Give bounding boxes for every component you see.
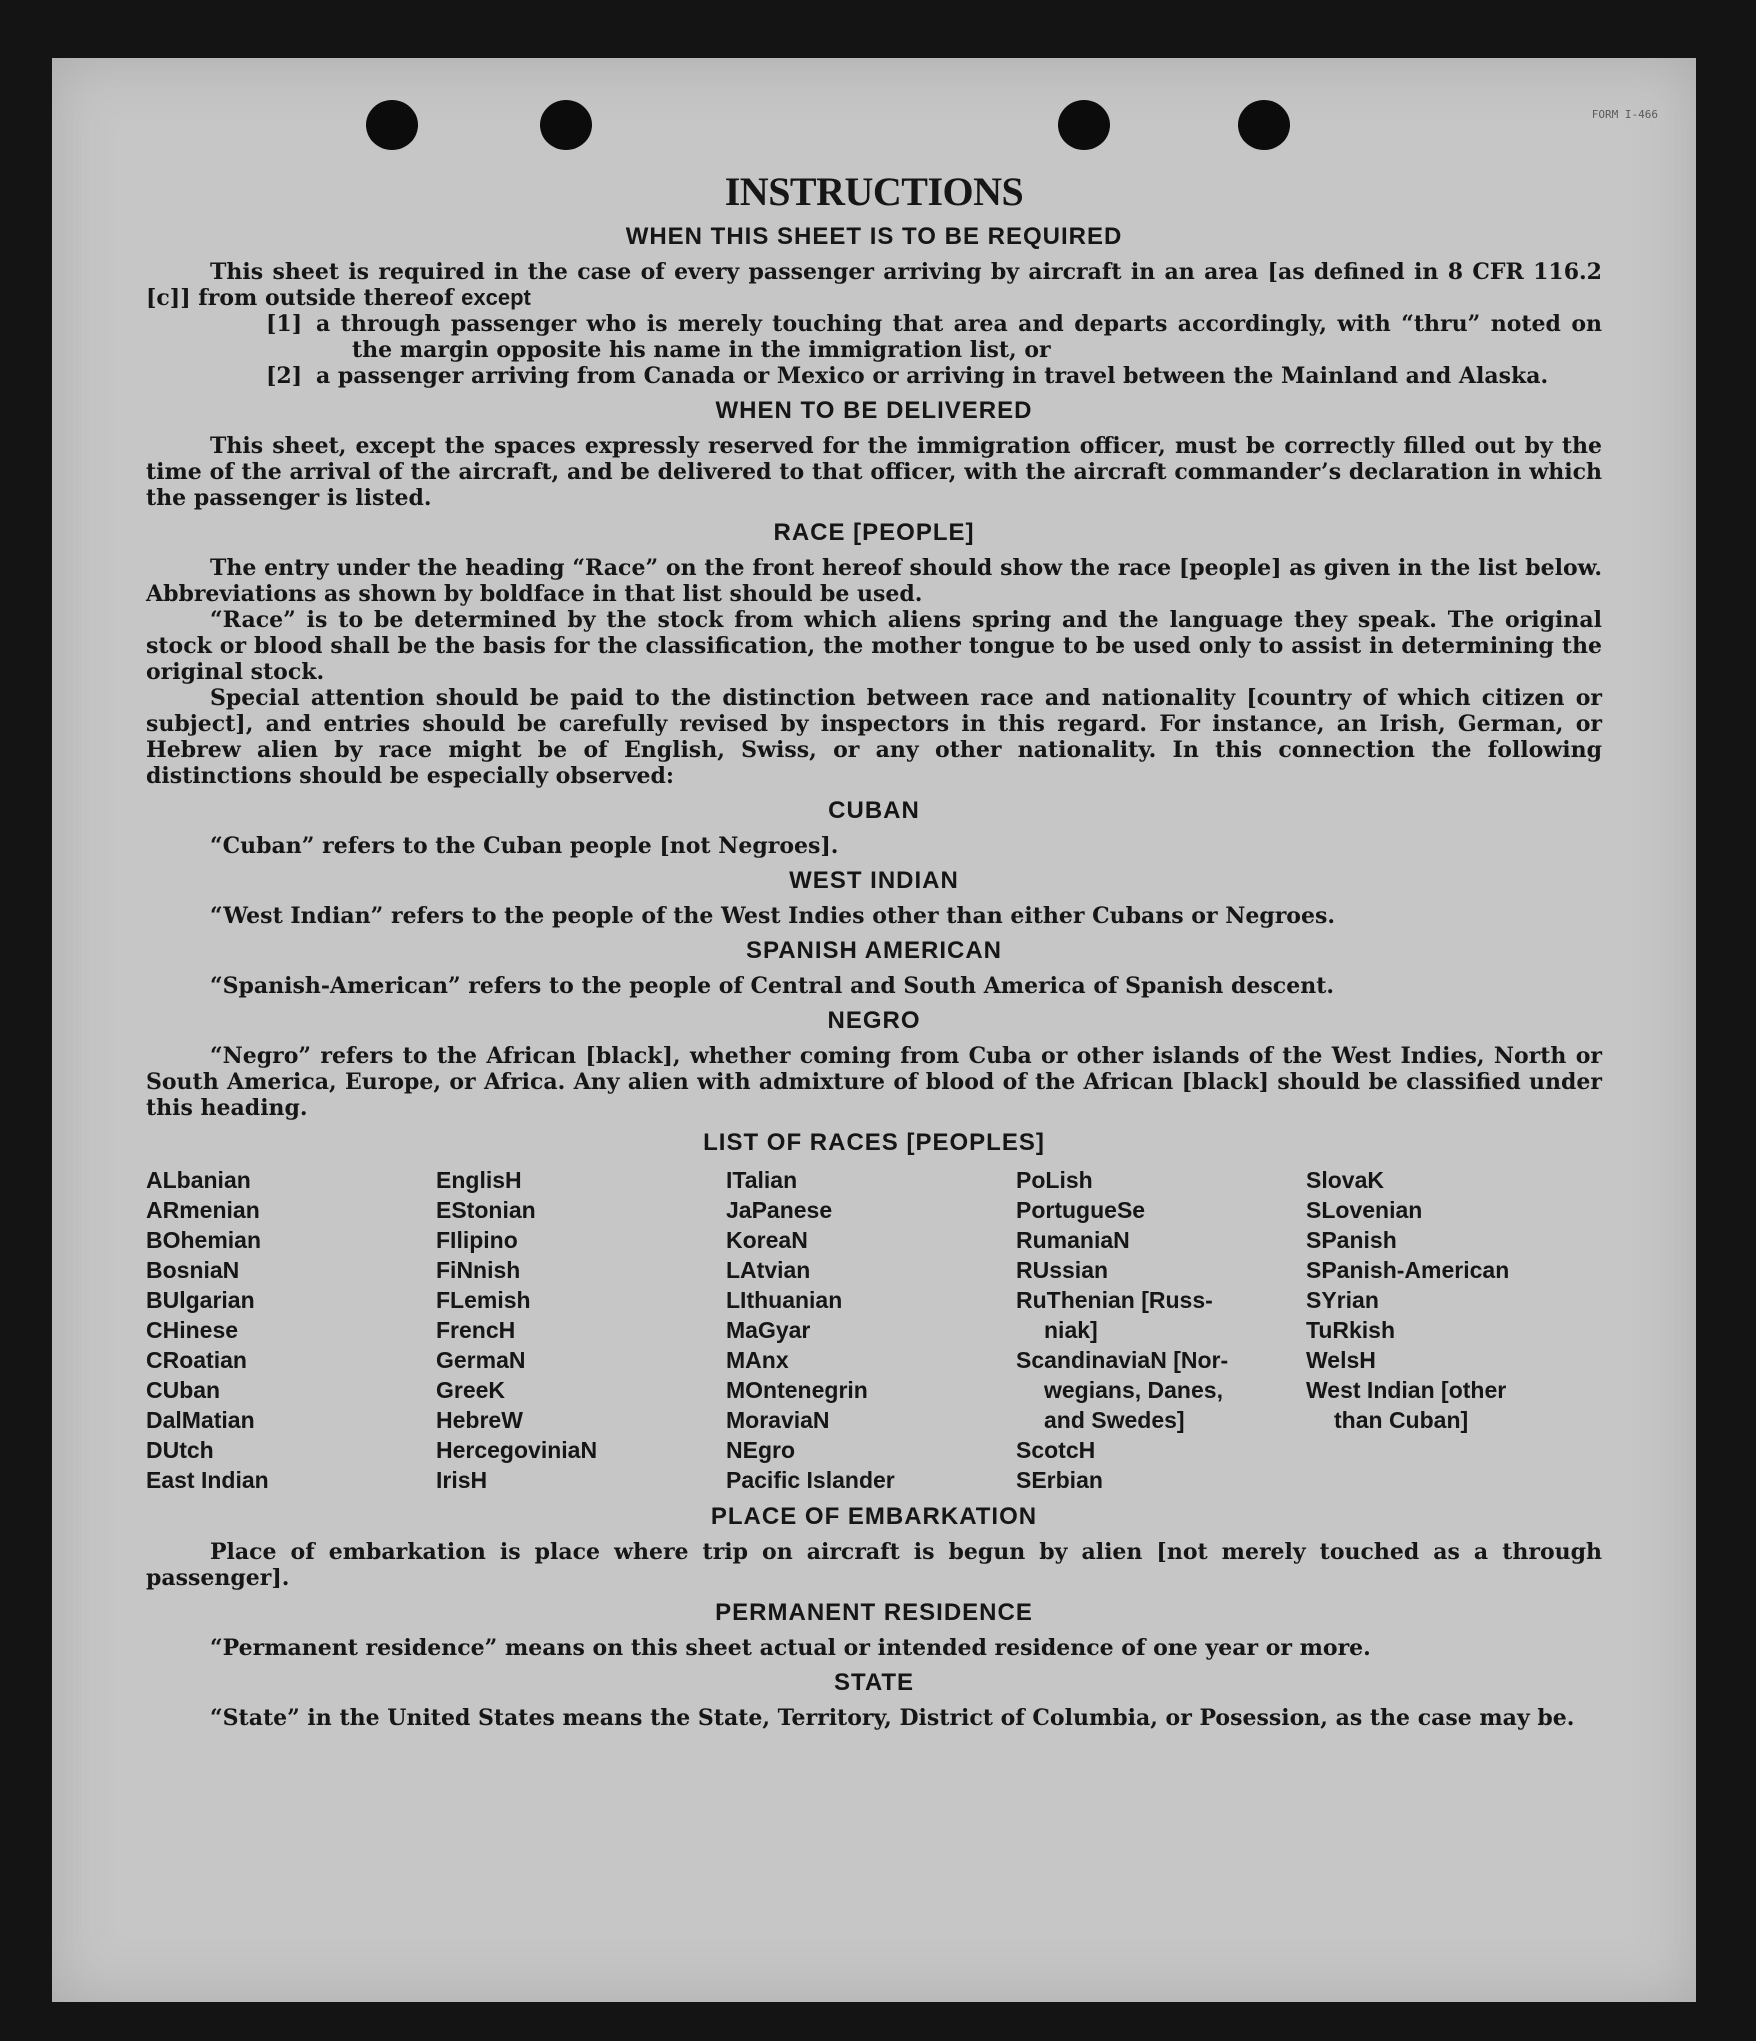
residence-text: “Permanent residence” means on this sheet actual or intended residence of one year or more. <box>210 1635 1371 1661</box>
race-item-continuation: and Swedes] <box>1044 1407 1185 1433</box>
races-column-1 <box>146 1165 436 1495</box>
race-item: TuRkish <box>1306 1317 1396 1343</box>
section-embarkation <box>146 1503 1602 1591</box>
race-item: FLemish <box>436 1287 531 1313</box>
race-item: Pacific Islander <box>726 1467 895 1493</box>
punch-hole <box>1058 100 1110 150</box>
section-when-delivered <box>146 397 1602 511</box>
cuban-text: “Cuban” refers to the Cuban people [not Negroes]. <box>210 833 839 859</box>
heading-race: RACE [PEOPLE] <box>773 519 975 546</box>
heading-when-delivered: WHEN TO BE DELIVERED <box>715 397 1033 424</box>
race-item-continuation: than Cuban] <box>1334 1407 1469 1433</box>
races-column-3 <box>726 1165 1016 1495</box>
race-item: CUban <box>146 1377 221 1403</box>
race-item: DalMatian <box>146 1407 255 1433</box>
race-item: West Indian [other <box>1306 1377 1507 1403</box>
when-required-intro: This sheet is required in the case of every passenger arriving by aircraft in an area [as defined in 8 CFR 116.2 [c]] from outside thereof except <box>146 259 1602 311</box>
heading-west-indian: WEST INDIAN <box>789 867 959 894</box>
page-title: INSTRUCTIONS <box>724 169 1024 214</box>
race-item: BOhemian <box>146 1227 262 1253</box>
section-races-list <box>146 1129 1602 1495</box>
section-spanish-american <box>146 937 1602 999</box>
race-item: ARmenian <box>146 1197 260 1223</box>
section-west-indian <box>146 867 1602 929</box>
race-item: JaPanese <box>726 1197 833 1223</box>
punch-hole <box>366 100 418 150</box>
race-item: SErbian <box>1016 1467 1103 1493</box>
race-item: IrisH <box>436 1467 488 1493</box>
race-item: East Indian <box>146 1467 269 1493</box>
race-item: DUtch <box>146 1437 214 1463</box>
heading-races-list: LIST OF RACES [PEOPLES] <box>703 1129 1045 1156</box>
race-item: SPanish <box>1306 1227 1397 1253</box>
negro-text: “Negro” refers to the African [black], whether coming from Cuba or other islands of the West Indies, North or South America, Europe, or Africa. Any alien with admixture of blood of the African [black] should be classified under this heading. <box>146 1043 1602 1121</box>
instructions-content <box>146 168 1602 1731</box>
race-item: MOntenegrin <box>726 1377 868 1403</box>
race-paragraph: “Race” is to be determined by the stock from which aliens spring and the language they speak. The original stock or blood shall be the basis for the classification, the mother tongue to be used only to assist in determining the original stock. <box>146 607 1602 685</box>
exception-item: [1] a through passenger who is merely touching that area and departs accordingly, with “thru” noted on the margin opposite his name in the immigration list, or <box>266 311 1602 363</box>
heading-negro: NEGRO <box>827 1007 921 1034</box>
except-keyword: except <box>461 285 531 310</box>
state-text: “State” in the United States means the State, Territory, District of Columbia, or Posession, as the case may be. <box>210 1705 1575 1731</box>
race-item: RuThenian [Russ- <box>1016 1287 1213 1313</box>
section-race <box>146 519 1602 789</box>
race-item: FrencH <box>436 1317 516 1343</box>
heading-spanish-american: SPANISH AMERICAN <box>745 937 1002 964</box>
races-column-4 <box>1016 1165 1306 1495</box>
race-item: ALbanian <box>146 1167 251 1193</box>
section-residence <box>146 1599 1602 1661</box>
race-item: MoraviaN <box>726 1407 830 1433</box>
punch-hole <box>540 100 592 150</box>
section-cuban <box>146 797 1602 859</box>
heading-residence: PERMANENT RESIDENCE <box>715 1599 1033 1626</box>
race-item: KoreaN <box>726 1227 808 1253</box>
race-item: BosniaN <box>146 1257 240 1283</box>
race-item: LAtvian <box>726 1257 811 1283</box>
heading-cuban: CUBAN <box>828 797 920 824</box>
race-item: BUlgarian <box>146 1287 255 1313</box>
race-item: SlovaK <box>1306 1167 1384 1193</box>
document-sheet <box>52 58 1696 2002</box>
race-item: LIthuanian <box>726 1287 843 1313</box>
race-item: GermaN <box>436 1347 526 1373</box>
race-item: PortugueSe <box>1016 1197 1146 1223</box>
race-item: MAnx <box>726 1347 789 1373</box>
spanish-american-text: “Spanish-American” refers to the people of Central and South America of Spanish descent. <box>210 973 1335 999</box>
punch-hole <box>1238 100 1290 150</box>
form-code: FORM I-466 <box>1591 108 1658 121</box>
section-when-required <box>146 223 1602 389</box>
races-list <box>146 1165 1602 1495</box>
race-paragraph: The entry under the heading “Race” on the front hereof should show the race [people] as given in the list below. Abbreviations as shown by boldface in that list should be used. <box>146 555 1602 607</box>
race-item: NEgro <box>726 1437 795 1463</box>
race-item: SLovenian <box>1306 1197 1423 1223</box>
section-state <box>146 1669 1602 1731</box>
races-column-5 <box>1306 1165 1596 1495</box>
race-item: FIlipino <box>436 1227 518 1253</box>
race-item: ScandinaviaN [Nor- <box>1016 1347 1229 1373</box>
heading-embarkation: PLACE OF EMBARKATION <box>710 1503 1038 1530</box>
heading-state: STATE <box>833 1669 915 1696</box>
race-item: CRoatian <box>146 1347 247 1373</box>
race-item: RUssian <box>1016 1257 1109 1283</box>
races-column-2 <box>436 1165 726 1495</box>
exception-item: [2] a passenger arriving from Canada or Mexico or arriving in travel between the Mainland and Alaska. <box>266 363 1549 389</box>
section-negro <box>146 1007 1602 1121</box>
race-item: EnglisH <box>436 1167 522 1193</box>
race-item-continuation: wegians, Danes, <box>1044 1377 1223 1403</box>
race-item: SYrian <box>1306 1287 1379 1313</box>
race-item: ITalian <box>726 1167 798 1193</box>
race-paragraph: Special attention should be paid to the distinction between race and nationality [country of which citizen or subject], and entries should be carefully revised by inspectors in this regard. For instance, an Irish, German, or Hebrew alien by race might be of English, Swiss, or any other nationality. In this connection the following distinctions should be especially observed: <box>146 685 1602 789</box>
race-item: PoLish <box>1016 1167 1093 1193</box>
race-item: WelsH <box>1306 1347 1376 1373</box>
race-item: HebreW <box>436 1407 523 1433</box>
race-item: CHinese <box>146 1317 239 1343</box>
race-item: GreeK <box>436 1377 506 1403</box>
when-delivered-text: This sheet, except the spaces expressly reserved for the immigration officer, must be correctly filled out by the time of the arrival of the aircraft, and be delivered to that officer, with the aircraft commander’s declaration in which the passenger is listed. <box>146 433 1602 511</box>
race-item: MaGyar <box>726 1317 811 1343</box>
race-item: SPanish-American <box>1306 1257 1510 1283</box>
race-item: ScotcH <box>1016 1437 1096 1463</box>
race-item: EStonian <box>436 1197 536 1223</box>
race-item: HercegoviniaN <box>436 1437 598 1463</box>
race-item: FiNnish <box>436 1257 521 1283</box>
heading-when-required: WHEN THIS SHEET IS TO BE REQUIRED <box>625 223 1123 250</box>
embarkation-text: Place of embarkation is place where trip on aircraft is begun by alien [not merely touched as a through passenger]. <box>146 1539 1602 1591</box>
race-item-continuation: niak] <box>1044 1317 1098 1343</box>
west-indian-text: “West Indian” refers to the people of the West Indies other than either Cubans or Negroes. <box>210 903 1336 929</box>
race-item: RumaniaN <box>1016 1227 1130 1253</box>
